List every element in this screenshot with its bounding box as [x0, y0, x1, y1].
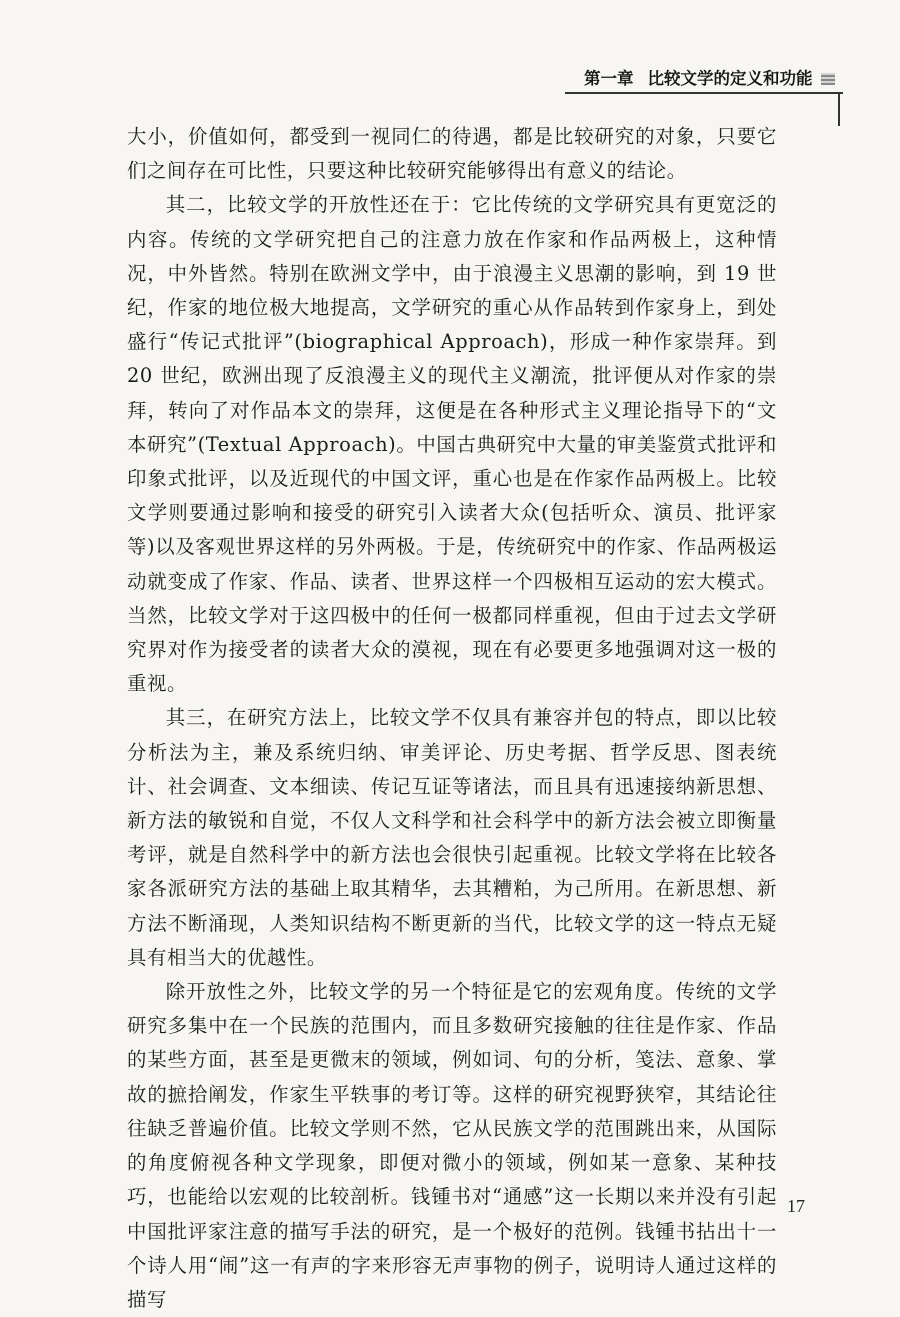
paragraph-4: 除开放性之外，比较文学的另一个特征是它的宏观角度。传统的文学研究多集中在一个民族的范围内，而且多数研究接触的往往是作家、作品的某些方面，甚至是更微末的领域，例如词、句的分析，笺法、意象、掌故的摭拾阐发，作家生平轶事的考订等。这样的研究视野狭窄，其结论往往缺乏普遍价值。比较文学则不然，它从民族文学的范围跳出来，从国际的角度俯视各种文学现象，即便对微小的领域，例如某一意象、某种技巧，也能给以宏观的比较剖析。钱锺书对“通感”这一长期以来并没有引起中国批评家注意的描写手法的研究，是一个极好的范例。钱锺书拈出十一个诗人用“闹”这一有声的字来形容无声事物的例子，说明诗人通过这样的描写 — [127, 980, 777, 1311]
header-ornament-icon — [821, 73, 835, 85]
body-text — [127, 120, 777, 1317]
page-number: 17 — [787, 1196, 805, 1216]
chapter-label: 第一章 — [584, 69, 634, 88]
paragraph-1: 大小，价值如何，都受到一视同仁的待遇，都是比较研究的对象，只要它们之间存在可比性，只要这种比较研究能够得出有意义的结论。 — [127, 125, 777, 183]
paragraph-2: 其二，比较文学的开放性还在于：它比传统的文学研究具有更宽泛的内容。传统的文学研究把自己的注意力放在作家和作品两极上，这种情况，中外皆然。特别在欧洲文学中，由于浪漫主义思潮的影响，到 19 世纪，作家的地位极大地提高，文学研究的重心从作品转到作家身上，到处盛行“传记式批评”(biographical Approach)，形成一种作家崇拜。到 20 世纪，欧洲出现了反浪漫主义的现代主义潮流，批评便从对作家的崇拜，转向了对作品本文的崇拜，这便是在各种形式主义理论指导下的“文本研究”(Textual Approach)。中国古典研究中大量的审美鉴赏式批评和印象式批评，以及近现代的中国文评，重心也是在作家作品两极上。比较文学则要通过影响和接受的研究引入读者大众(包括听众、演员、批评家等)以及客观世界这样的另外两极。于是，传统研究中的作家、作品两极运动就变成了作家、作品、读者、世界这样一个四极相互运动的宏大模式。当然，比较文学对于这四极中的任何一极都同样重视，但由于过去文学研究界对作为接受者的读者大众的漠视，现在有必要更多地强调对这一极的重视。 — [127, 193, 777, 696]
chapter-title: 比较文学的定义和功能 — [647, 69, 813, 88]
paragraph-3: 其三，在研究方法上，比较文学不仅具有兼容并包的特点，即以比较分析法为主，兼及系统归纳、审美评论、历史考据、哲学反思、图表统计、社会调查、文本细读、传记互证等诸法，而且具有迅速接纳新思想、新方法的敏锐和自觉，不仅人文科学和社会科学中的新方法会被立即衡量考评，就是自然科学中的新方法也会很快引起重视。比较文学将在比较各家各派研究方法的基础上取其精华，去其糟粕，为己所用。在新思想、新方法不断涌现，人类知识结构不断更新的当代，比较文学的这一特点无疑具有相当大的优越性。 — [127, 706, 777, 969]
running-header — [578, 66, 840, 92]
header-rule-vertical — [838, 92, 840, 126]
header-rule — [565, 92, 843, 94]
